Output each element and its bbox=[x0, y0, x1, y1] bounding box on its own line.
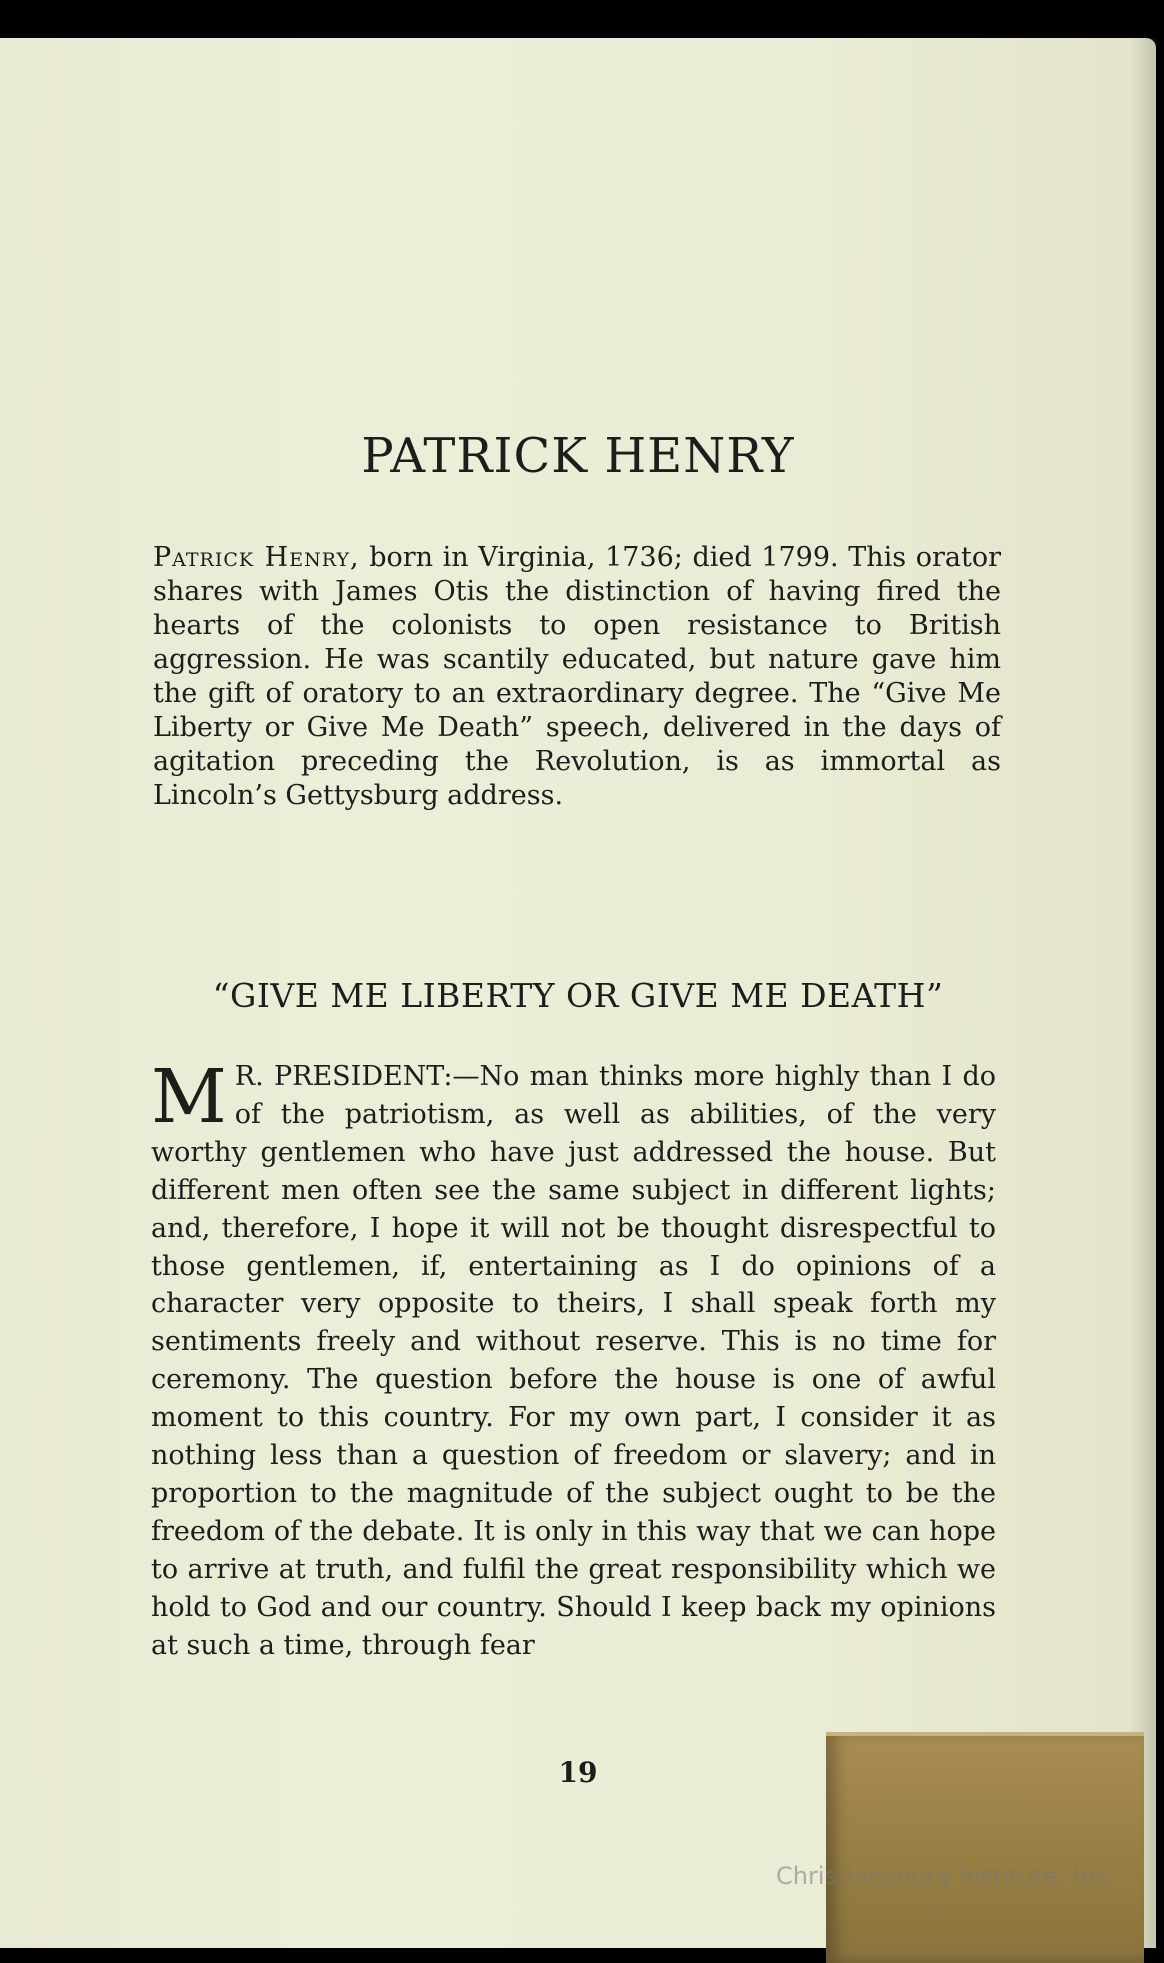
book-page bbox=[0, 38, 1156, 1948]
drop-cap: M bbox=[151, 1054, 227, 1140]
wooden-block bbox=[826, 1732, 1144, 1963]
speech-text: —No man thinks more highly than I do of the patriotism, as well as abilities, of the very worthy gentlemen who have just addressed the house. But different men often see the same subject in different lights; and, therefore, I hope it will not be thought disrespectful to those gentlemen, if, entertaining as I do opinions of a character very opposite to theirs, I shall speak forth my sentiments freely and without reserve. This is no time for ceremony. The question before the house is one of awful moment to this country. For my own part, I consider it as nothing less than a question of freedom or slavery; and in proportion to the magnitude of the subject ought to be the freedom of the debate. It is only in this way that we can hope to arrive at truth, and fulfil the great responsibility which we hold to God and our country. Should I keep back my opinions at such a time, through fear bbox=[151, 1061, 996, 1661]
intro-text: born in Virginia, 1736; died 1799. This orator shares with James Otis the distinction of having fired the hearts of the colonists to open resistance to British aggression. He was scantily educated, but nature gave him the gift of oratory to an extraordinary degree. The “Give Me Liberty or Give Me Death” speech, delivered in the days of agitation preceding the Revolution, is as immortal as Lincoln’s Gettysburg address. bbox=[153, 542, 1001, 811]
watermark: Christiansburg Institute, Inc bbox=[776, 1862, 1109, 1890]
intro-paragraph bbox=[153, 541, 1001, 813]
intro-name: Patrick Henry, bbox=[153, 542, 360, 573]
speech-opening: R. PRESIDENT: bbox=[234, 1061, 453, 1092]
speech-title: “GIVE ME LIBERTY OR GIVE ME DEATH” bbox=[212, 976, 944, 1015]
speech-paragraph bbox=[151, 1054, 996, 1665]
page-title: PATRICK HENRY bbox=[361, 428, 795, 484]
page-number: 19 bbox=[558, 1756, 598, 1789]
